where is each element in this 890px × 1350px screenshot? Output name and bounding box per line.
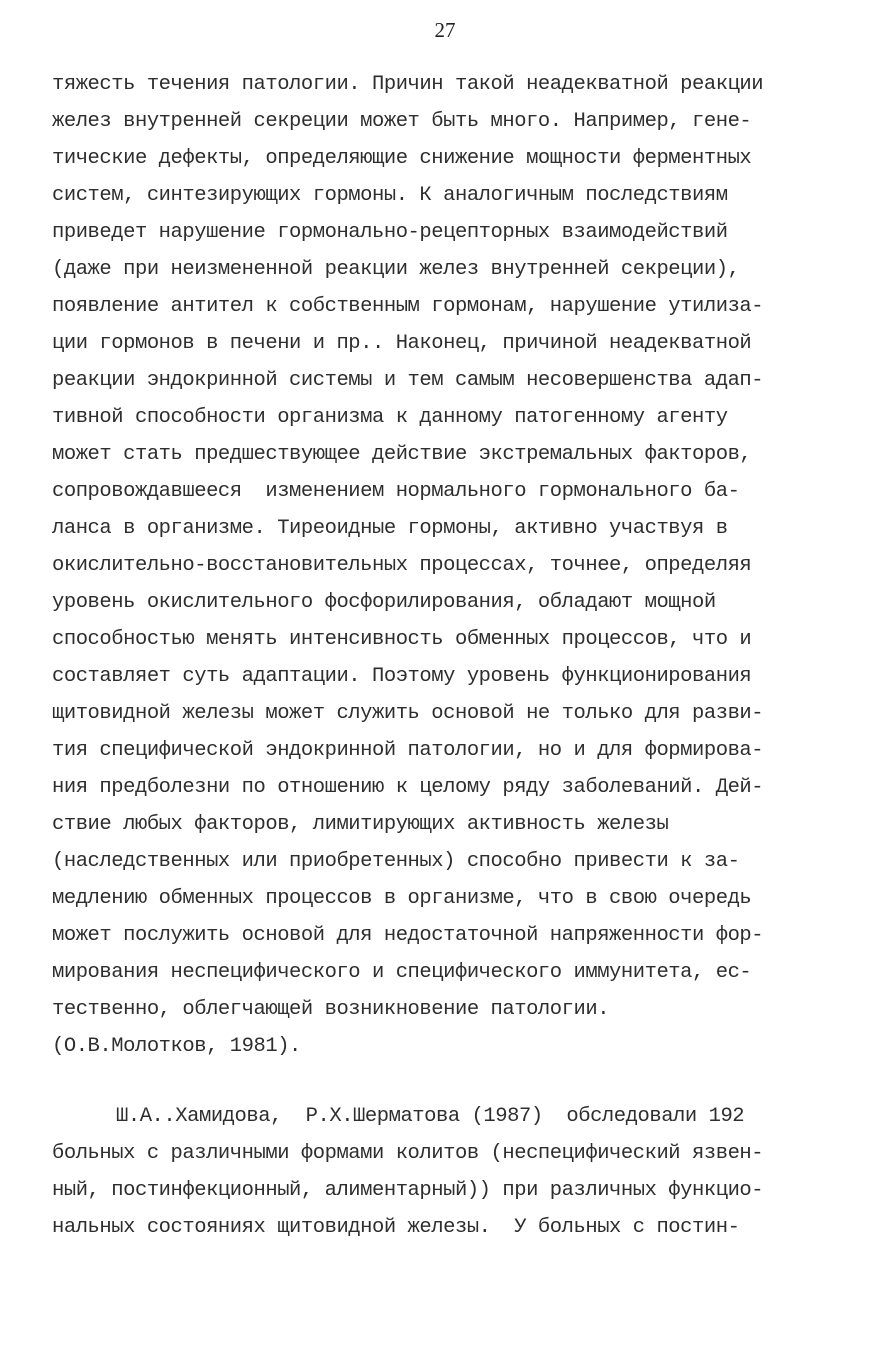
- text-line: реакции эндокринной системы и тем самым несовершенства адап-: [52, 369, 764, 392]
- text-line: тивной способности организма к данному патогенному агенту: [52, 406, 728, 429]
- text-line: способностью менять интенсивность обменных процессов, что и: [52, 628, 752, 651]
- citation-line: (О.В.Молотков, 1981).: [52, 1035, 301, 1058]
- text-line: тяжесть течения патологии. Причин такой неадекватной реакции: [52, 73, 764, 96]
- text-line: ния предболезни по отношению к целому ряду заболеваний. Дей-: [52, 776, 764, 799]
- text-line: может стать предшествующее действие экстремальных факторов,: [52, 443, 752, 466]
- text-line: систем, синтезирующих гормоны. К аналогичным последствиям: [52, 184, 728, 207]
- text-line: нальных состояниях щитовидной железы. У больных с постин-: [52, 1216, 740, 1239]
- text-line: тия специфической эндокринной патологии, но и для формирова-: [52, 739, 764, 762]
- text-line: сопровождавшееся изменением нормального гормонального ба-: [52, 480, 740, 503]
- text-line: (даже при неизмененной реакции желез внутренней секреции),: [52, 258, 740, 281]
- paragraph-2: [52, 1098, 852, 1246]
- text-line: тественно, облегчающей возникновение патологии.: [52, 998, 610, 1021]
- text-line: появление антител к собственным гормонам, нарушение утилиза-: [52, 295, 764, 318]
- text-line: (наследственных или приобретенных) способно привести к за-: [52, 850, 740, 873]
- text-line: может послужить основой для недостаточной напряженности фор-: [52, 924, 764, 947]
- text-line: тические дефекты, определяющие снижение мощности ферментных: [52, 147, 752, 170]
- text-line: медлению обменных процессов в организме, что в свою очередь: [52, 887, 752, 910]
- text-line: составляет суть адаптации. Поэтому уровень функционирования: [52, 665, 752, 688]
- text-line: щитовидной железы может служить основой не только для разви-: [52, 702, 764, 725]
- text-line: ции гормонов в печени и пр.. Наконец, причиной неадекватной: [52, 332, 752, 355]
- page-number: 27: [434, 18, 456, 42]
- text-line: больных с различными формами колитов (неспецифический язвен-: [52, 1142, 764, 1165]
- text-line: окислительно-восстановительных процессах, точнее, определяя: [52, 554, 752, 577]
- text-line: ланса в организме. Тиреоидные гормоны, активно участвуя в: [52, 517, 728, 540]
- paragraph-gap: [52, 1065, 852, 1098]
- text-line: приведет нарушение гормонально-рецепторных взаимодействий: [52, 221, 728, 244]
- body-text: [52, 66, 852, 1246]
- text-line: желез внутренней секреции может быть много. Например, гене-: [52, 110, 752, 133]
- text-line: уровень окислительного фосфорилирования, обладают мощной: [52, 591, 716, 614]
- text-line-indented: Ш.А..Хамидова, Р.Х.Шерматова (1987) обследовали 192: [116, 1105, 745, 1128]
- text-line: ный, постинфекционный, алиментарный)) при различных функцио-: [52, 1179, 764, 1202]
- text-line: мирования неспецифического и специфического иммунитета, ес-: [52, 961, 752, 984]
- text-line: ствие любых факторов, лимитирующих активность железы: [52, 813, 669, 836]
- paragraph-1: [52, 66, 852, 1065]
